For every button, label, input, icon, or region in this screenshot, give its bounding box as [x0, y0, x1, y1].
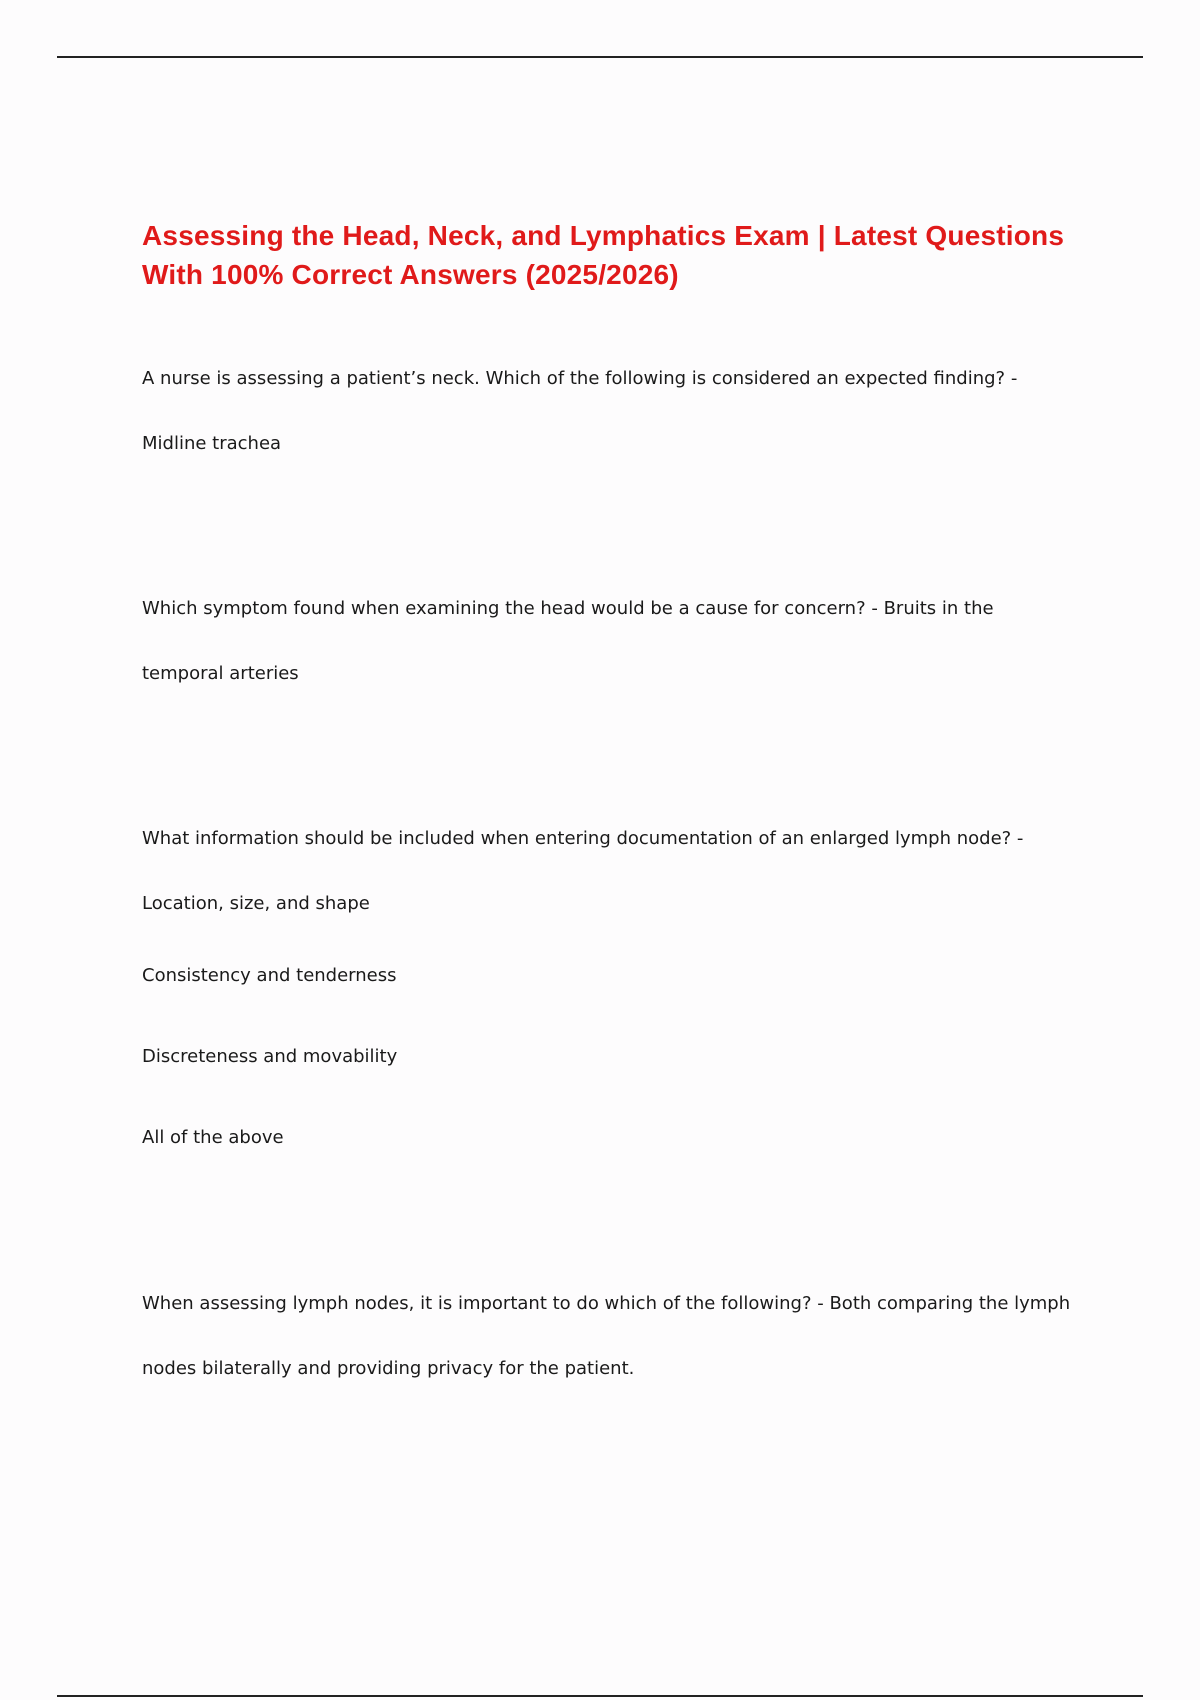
header-rule [57, 56, 1143, 58]
question-3: What information should be included when entering documentation of an enlarged lymph node? - Location, size, and shape [142, 828, 1024, 914]
document-title: Assessing the Head, Neck, and Lymphatics Exam | Latest Questions With 100% Correct Answers (2025/2026) [142, 220, 1065, 290]
question-2: Which symptom found when examining the head would be a cause for concern? - Bruits in the temporal arteries [142, 598, 994, 684]
question-list [142, 346, 1072, 1401]
question-4: When assessing lymph nodes, it is important to do which of the following? - Both comparing the lymph nodes bilaterally and providing privacy for the patient. [142, 1293, 1071, 1379]
option-item: Discreteness and movability [142, 1046, 398, 1067]
footer-rule [57, 1695, 1143, 1697]
option-item: Consistency and tenderness [142, 965, 397, 986]
question-3-options [142, 964, 1072, 1150]
option-item: All of the above [142, 1127, 284, 1148]
question-1: A nurse is assessing a patient’s neck. Which of the following is considered an expected finding? - Midline trachea [142, 368, 1018, 454]
